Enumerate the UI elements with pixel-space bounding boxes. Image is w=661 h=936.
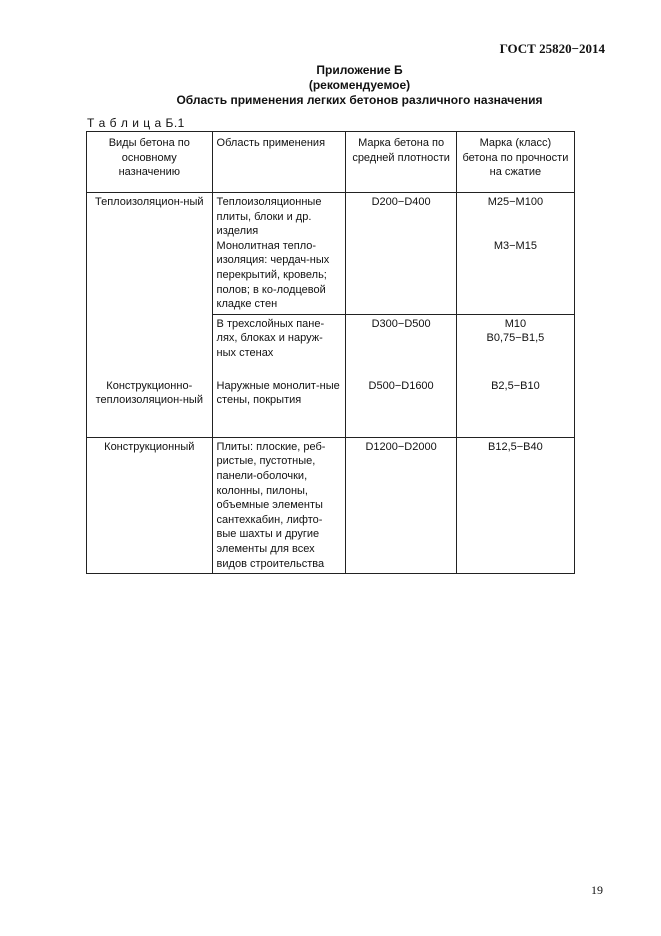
cell-density: D300−D500: [346, 314, 456, 377]
cell-strength: В12,5−В40: [456, 437, 574, 573]
cell-density: D500−D1600: [346, 377, 456, 438]
concrete-table: [86, 131, 575, 574]
cell-type: Теплоизоляцион-ный: [87, 193, 213, 377]
cell-area: Плиты: плоские, реб-ристые, пустотные, панели-оболочки, колонны, пилоны, объемные элементы сантехкабин, лифто-вые шахты и другие элементы для всех видов строительства: [212, 437, 346, 573]
cell-area: В трехслойных пане-лях, блоках и наруж-ных стенах: [212, 314, 346, 377]
header-type: Виды бетона по основному назначению: [87, 132, 213, 193]
cell-area: [212, 193, 346, 315]
cell-area: Наружные монолит-ные стены, покрытия: [212, 377, 346, 438]
cell-area-part: Теплоизоляционные плиты, блоки и др. изделия: [216, 196, 322, 238]
table-row: [87, 377, 575, 438]
header-strength: Марка (класс) бетона по прочности на сжатие: [456, 132, 574, 193]
header-area: Область применения: [212, 132, 346, 193]
cell-density: D200−D400: [346, 193, 456, 315]
cell-strength-part: М10: [504, 317, 527, 330]
table-header-row: [87, 132, 575, 193]
cell-strength-part: В0,75−В1,5: [486, 332, 545, 345]
cell-strength: [456, 314, 574, 377]
table-row: [87, 193, 575, 315]
cell-strength-part: М25−М100: [487, 196, 544, 208]
appendix-title-block: [0, 63, 661, 108]
cell-area-part: Монолитная тепло-изоляция: чердач-ных перекрытий, кровель; полов; в ко-лодцевой кладке стен: [216, 239, 330, 311]
cell-density: D1200−D2000: [346, 437, 456, 573]
cell-strength-part: М3−М15: [493, 239, 537, 252]
cell-strength: [456, 193, 574, 315]
page-number: 19: [591, 883, 603, 897]
appendix-status: (рекомендуемое): [308, 78, 411, 92]
header-density: Марка бетона по средней плотности: [346, 132, 456, 193]
document-header: ГОСТ 25820−2014: [499, 41, 605, 56]
table-row: [87, 437, 575, 573]
appendix-subtitle: Область применения легких бетонов различного назначения: [176, 93, 543, 107]
cell-type: Конструкционный: [87, 437, 213, 573]
appendix-title: Приложение Б: [316, 63, 403, 77]
cell-type: Конструкционно-теплоизоляцион-ный: [87, 377, 213, 438]
cell-strength: В2,5−В10: [456, 377, 574, 438]
table-label: Т а б л и ц а Б.1: [87, 116, 185, 130]
